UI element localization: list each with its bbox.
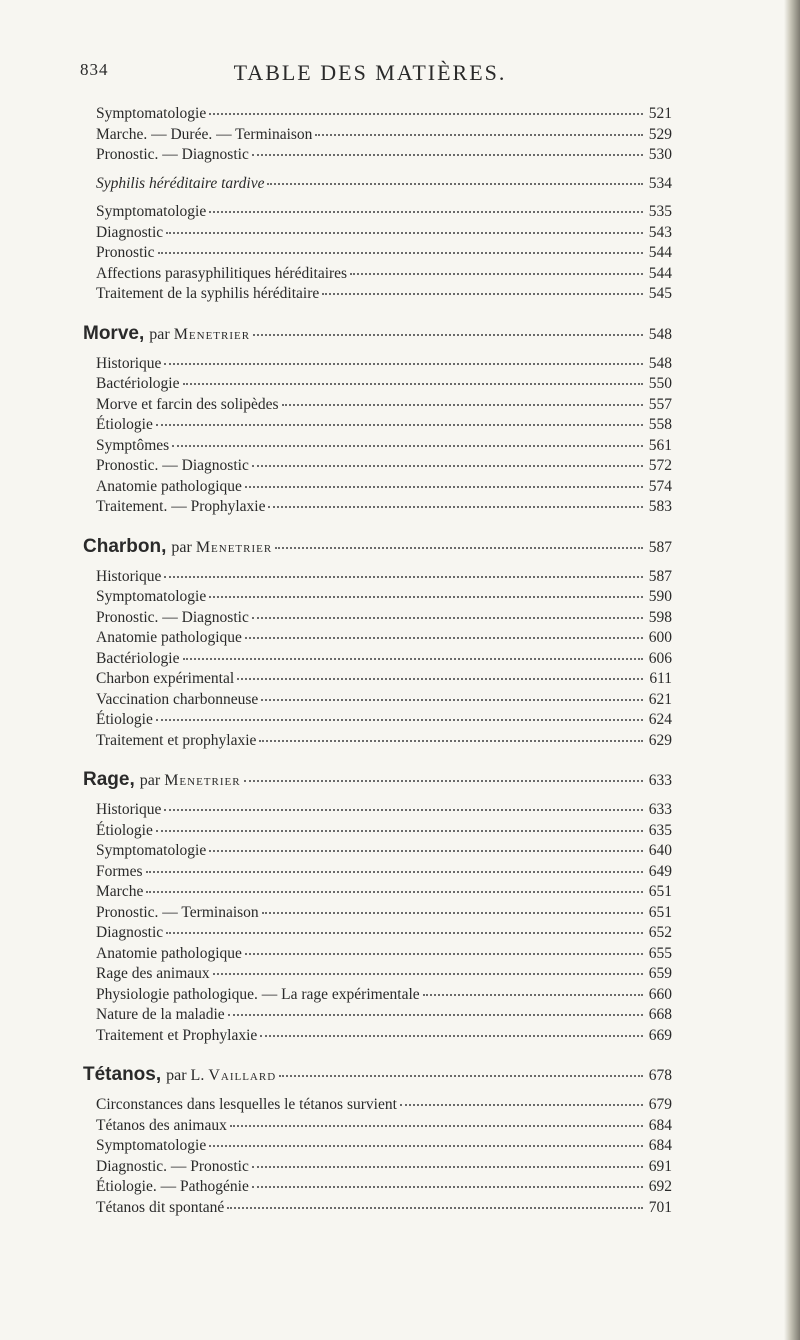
dot-leader [244,780,643,782]
dot-leader [164,809,643,811]
dot-leader [252,1166,643,1168]
entry-page: 558 [648,416,672,433]
entry-page: 668 [648,1006,672,1023]
dot-leader [252,154,643,156]
dot-leader [245,486,643,488]
dot-leader [146,871,644,873]
entry-page: 651 [648,883,672,900]
dot-leader [268,506,643,508]
toc-entry [96,1026,672,1047]
entry-label: Traitement de la syphilis héréditaire [96,285,320,302]
entry-label: Affections parasyphilitiques héréditaires [96,264,348,282]
table-of-contents [83,104,672,1218]
section-heading [83,535,672,560]
entry-label: Symptômes [96,436,170,454]
author-name: Menetrier [173,325,251,343]
toc-entry [96,415,672,436]
entry-page: 684 [648,1137,672,1154]
toc-entry [96,923,672,944]
entry-page: 652 [648,924,672,941]
author-name: Menetrier [195,538,273,556]
entry-label: Étiologie [96,416,153,433]
dot-leader [146,891,643,893]
entry-label: Circonstances dans lesquelles le tétanos survient [96,1096,397,1113]
toc-entry [96,985,672,1006]
dot-leader [209,596,643,598]
entry-label: Physiologie pathologique. — La rage expérimentale [96,985,420,1003]
entry-page: 545 [648,285,672,302]
entry-page: 600 [648,629,672,646]
entry-label: Traitement et prophylaxie [96,731,257,749]
entry-page: 635 [648,821,672,839]
dot-leader [252,1186,643,1188]
section-title: Rage, [83,769,135,790]
entry-label: Étiologie [96,711,153,728]
entry-label: Symptomatologie [96,1137,207,1154]
entry-label: Bactériologie [96,649,180,667]
entry-label: Marche. — Durée. — Terminaison [96,125,313,143]
section-page: 633 [648,772,672,789]
toc-entry [96,1157,672,1178]
entry-page: 550 [648,375,672,392]
entry-label: Diagnostic. — Pronostic [96,1157,249,1175]
toc-entry [96,264,672,285]
toc-entry [96,497,672,518]
dot-leader [275,547,643,549]
entry-label: Pronostic. — Terminaison [96,903,259,921]
dot-leader [209,211,643,213]
dot-leader [262,912,643,914]
section-page: 548 [648,325,672,343]
toc-entry [96,1005,672,1026]
toc-entry [96,800,672,821]
toc-section [83,768,672,1046]
author-name: Menetrier [164,772,241,789]
section-author [166,1064,276,1088]
entry-page: 655 [648,944,672,962]
toc-entry [96,964,672,985]
entry-label: Pronostic. — Diagnostic [96,146,249,163]
entry-page: 561 [648,436,672,454]
toc-entry [96,104,672,125]
entry-page: 529 [648,125,672,143]
author-prefix: par [139,772,161,789]
dot-leader [423,994,643,996]
entry-page: 611 [649,670,672,687]
dot-leader [164,576,643,578]
author-prefix: par [171,538,192,556]
page-edge-shadow [784,0,800,1340]
toc-entry [96,882,672,903]
toc-entry [96,456,672,477]
subheading-page: 534 [648,174,672,192]
entry-page: 598 [648,608,672,626]
dot-leader [350,273,643,275]
toc-entry [96,1177,672,1198]
entry-label: Tétanos des animaux [96,1116,227,1134]
entry-label: Symptomatologie [96,842,207,859]
toc-entry [96,1136,672,1157]
dot-leader [237,678,643,680]
dot-leader [245,637,643,639]
entry-label: Vaccination charbonneuse [96,690,259,708]
toc-entry [96,608,672,629]
author-prefix: par [149,325,170,343]
entry-page: 548 [648,354,672,372]
dot-leader [245,953,643,955]
section-title: Tétanos, [83,1064,162,1085]
entry-page: 572 [648,457,672,474]
entry-page: 679 [648,1096,672,1113]
toc-entry [96,841,672,862]
dot-leader [156,424,643,426]
toc-entry [96,374,672,395]
section-page: 587 [648,538,672,556]
entry-page: 530 [648,146,672,163]
toc-entry [96,628,672,649]
author-name: Vaillard [208,1067,277,1084]
toc-entry [96,395,672,416]
entry-page: 684 [648,1116,672,1134]
entry-page: 535 [648,203,672,220]
entry-label: Nature de la maladie [96,1006,225,1023]
dot-leader [158,252,643,254]
toc-entry [96,669,672,690]
toc-entry [96,1116,672,1137]
toc-entry [96,243,672,264]
toc-entry [96,903,672,924]
entry-label: Marche [96,883,144,900]
entry-label: Historique [96,801,162,818]
entry-label: Symptomatologie [96,588,207,605]
dot-leader [183,383,644,385]
entry-label: Diagnostic [96,223,164,241]
toc-subheading [96,174,672,195]
toc-entry [96,145,672,166]
section-heading [83,768,672,793]
section-title: Morve, [83,322,145,344]
dot-leader [252,465,643,467]
page-number: 834 [80,60,109,79]
entry-page: 660 [648,985,672,1003]
entry-page: 557 [648,395,672,413]
toc-entry [96,223,672,244]
toc-entry [96,710,672,731]
entry-page: 587 [648,567,672,585]
toc-group-syphilis [96,174,672,305]
section-author [140,769,241,793]
entry-label: Historique [96,354,162,372]
entry-page: 624 [648,711,672,728]
entry-label: Étiologie [96,821,153,839]
toc-section [83,322,672,518]
toc-entry [96,1095,672,1116]
section-page: 678 [648,1067,672,1084]
entry-page: 544 [648,264,672,282]
toc-entry [96,567,672,588]
entry-page: 621 [648,690,672,708]
section-title: Charbon, [83,535,167,557]
toc-entry [96,477,672,498]
toc-sections [83,322,672,1219]
entry-page: 521 [648,105,672,122]
dot-leader [279,1075,643,1077]
toc-group-top [96,104,672,166]
entry-label: Pronostic. — Diagnostic [96,608,249,626]
dot-leader [166,932,643,934]
entry-page: 629 [648,731,672,749]
dot-leader [172,445,643,447]
entry-page: 590 [648,588,672,605]
entry-label: Symptomatologie [96,105,207,122]
dot-leader [228,1014,643,1016]
author-prefix: par L. [166,1067,205,1084]
dot-leader [227,1207,643,1209]
entry-label: Pronostic [96,244,155,261]
entry-page: 651 [648,903,672,921]
toc-entry [96,690,672,711]
entry-label: Charbon expérimental [96,670,235,687]
dot-leader [260,1035,643,1037]
entry-label: Traitement et Prophylaxie [96,1026,258,1044]
section-author [171,536,272,560]
dot-leader [156,719,643,721]
entry-label: Symptomatologie [96,203,207,220]
toc-entry [96,202,672,223]
toc-entry [96,944,672,965]
entry-page: 691 [648,1157,672,1175]
toc-entry [96,821,672,842]
entry-page: 701 [648,1198,672,1216]
toc-entry [96,436,672,457]
section-heading [83,1063,672,1088]
entry-label: Tétanos dit spontané [96,1198,225,1216]
dot-leader [315,134,643,136]
entry-label: Étiologie. — Pathogénie [96,1178,249,1195]
toc-section [83,1063,672,1218]
dot-leader [267,183,643,185]
toc-entry [96,587,672,608]
entry-label: Anatomie pathologique [96,944,242,962]
entry-page: 544 [648,244,672,261]
entry-page: 606 [648,649,672,667]
entry-label: Anatomie pathologique [96,629,242,646]
entry-page: 543 [648,223,672,241]
entry-label: Formes [96,862,143,880]
entry-page: 633 [648,801,672,818]
entry-label: Morve et farcin des solipèdes [96,395,279,413]
dot-leader [209,850,643,852]
dot-leader [166,232,643,234]
dot-leader [213,973,643,975]
toc-entry [96,649,672,670]
entry-label: Traitement. — Prophylaxie [96,498,266,515]
dot-leader [183,658,644,660]
entry-page: 649 [648,862,672,880]
dot-leader [209,113,643,115]
section-author [149,323,250,347]
dot-leader [400,1104,643,1106]
toc-entry [96,1198,672,1219]
dot-leader [259,740,643,742]
page-header [80,60,660,90]
entry-page: 659 [648,965,672,982]
entry-label: Historique [96,567,162,585]
entry-label: Rage des animaux [96,965,210,982]
entry-page: 640 [648,842,672,859]
entry-label: Diagnostic [96,924,164,941]
subheading-label: Syphilis héréditaire tardive [96,174,265,192]
dot-leader [164,363,643,365]
dot-leader [230,1125,643,1127]
dot-leader [322,293,643,295]
running-title: TABLE DES MATIÈRES. [233,60,507,85]
toc-entry [96,354,672,375]
dot-leader [282,404,644,406]
entry-label: Bactériologie [96,375,180,392]
section-heading [83,322,672,347]
entry-page: 669 [648,1026,672,1044]
toc-entry [96,284,672,305]
dot-leader [209,1145,643,1147]
entry-label: Anatomie pathologique [96,477,242,495]
toc-entry [96,125,672,146]
entry-page: 583 [648,498,672,515]
toc-entry [96,731,672,752]
toc-section [83,535,672,752]
dot-leader [252,617,643,619]
entry-label: Pronostic. — Diagnostic [96,457,249,474]
entry-page: 574 [648,477,672,495]
entry-page: 692 [648,1178,672,1195]
dot-leader [156,830,643,832]
dot-leader [261,699,643,701]
dot-leader [253,334,643,336]
toc-entry [96,862,672,883]
